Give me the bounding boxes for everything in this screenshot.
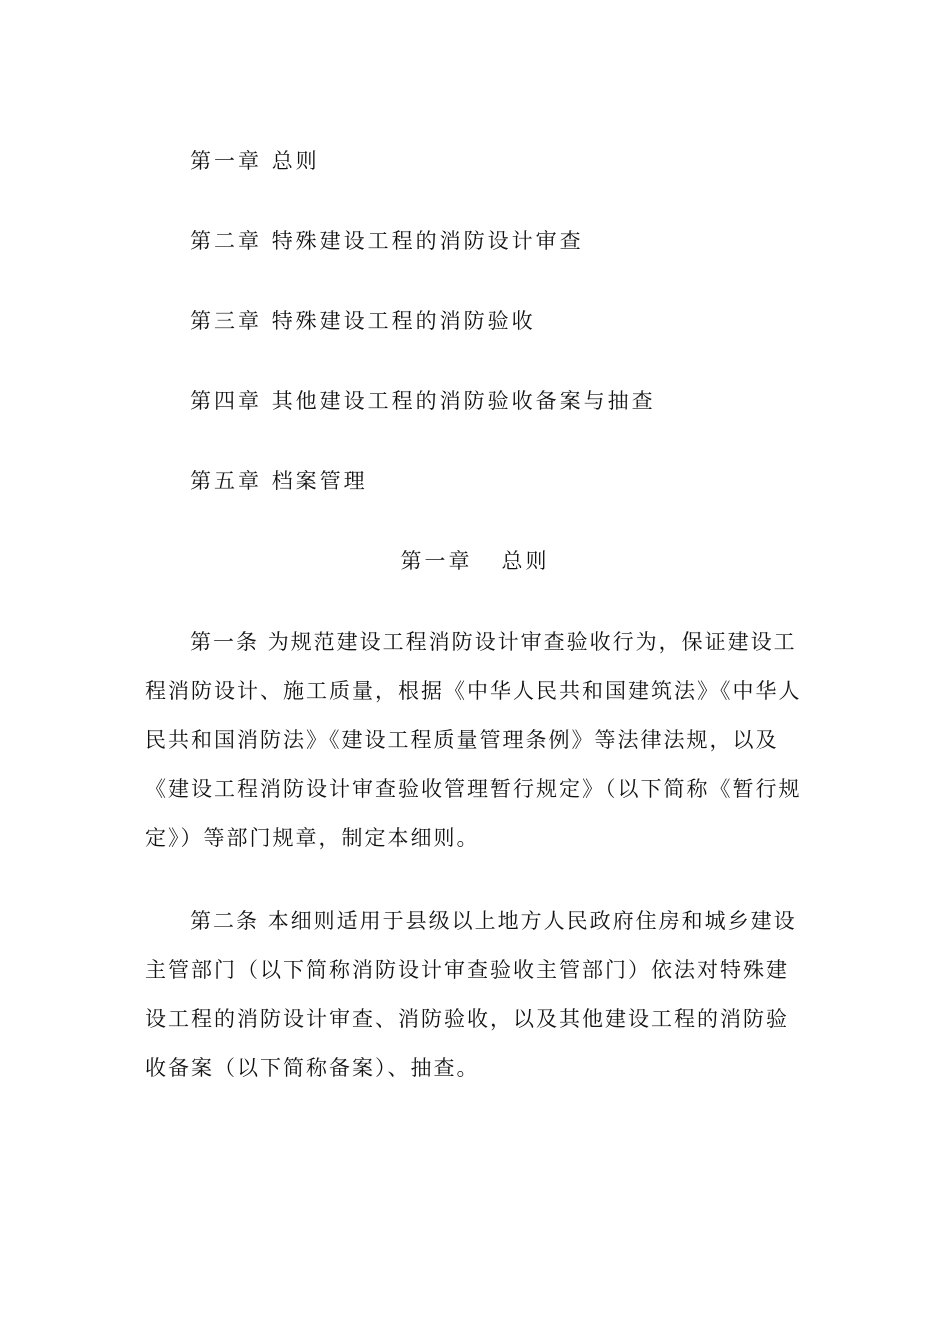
toc-chapter-title: 特殊建设工程的消防验收	[271, 309, 536, 333]
article-number: 第一条	[190, 630, 259, 654]
toc-chapter-title: 其他建设工程的消防验收备案与抽查	[271, 389, 656, 413]
toc-chapter-number: 第一章	[190, 149, 262, 173]
toc-chapter-number: 第三章	[190, 309, 262, 333]
article-text: 本细则适用于县级以上地方人民政府住房和城乡建设主管部门（以下简称消防设计审查验收主管部门）依法对特殊建设工程的消防设计审查、消防验收，以及其他建设工程的消防验收备案（以下简称备案）、抽查。	[145, 909, 797, 1080]
toc-chapter-title: 档案管理	[271, 469, 368, 493]
toc-item[interactable]	[190, 146, 320, 176]
toc-item[interactable]	[190, 226, 584, 256]
chapter-number: 第一章	[400, 549, 473, 573]
toc-chapter-number: 第四章	[190, 389, 262, 413]
toc-chapter-title: 总则	[271, 149, 320, 173]
article-text: 为规范建设工程消防设计审查验收行为，保证建设工程消防设计、施工质量，根据《中华人民共和国建筑法》《中华人民共和国消防法》《建设工程质量管理条例》等法律法规，以及《建设工程消防设计审查验收管理暂行规定》（以下简称《暂行规定》）等部门规章，制定本细则。	[145, 630, 802, 850]
article-paragraph	[145, 618, 807, 863]
toc-chapter-number: 第五章	[190, 469, 262, 493]
chapter-title: 总则	[501, 549, 550, 573]
article-paragraph	[145, 897, 807, 1093]
toc-item[interactable]	[190, 466, 368, 496]
article-number: 第二条	[190, 909, 259, 933]
toc-chapter-number: 第二章	[190, 229, 262, 253]
toc-chapter-title: 特殊建设工程的消防设计审查	[271, 229, 584, 253]
toc-item[interactable]	[190, 306, 536, 336]
chapter-heading	[0, 546, 950, 576]
toc-item[interactable]	[190, 386, 656, 416]
